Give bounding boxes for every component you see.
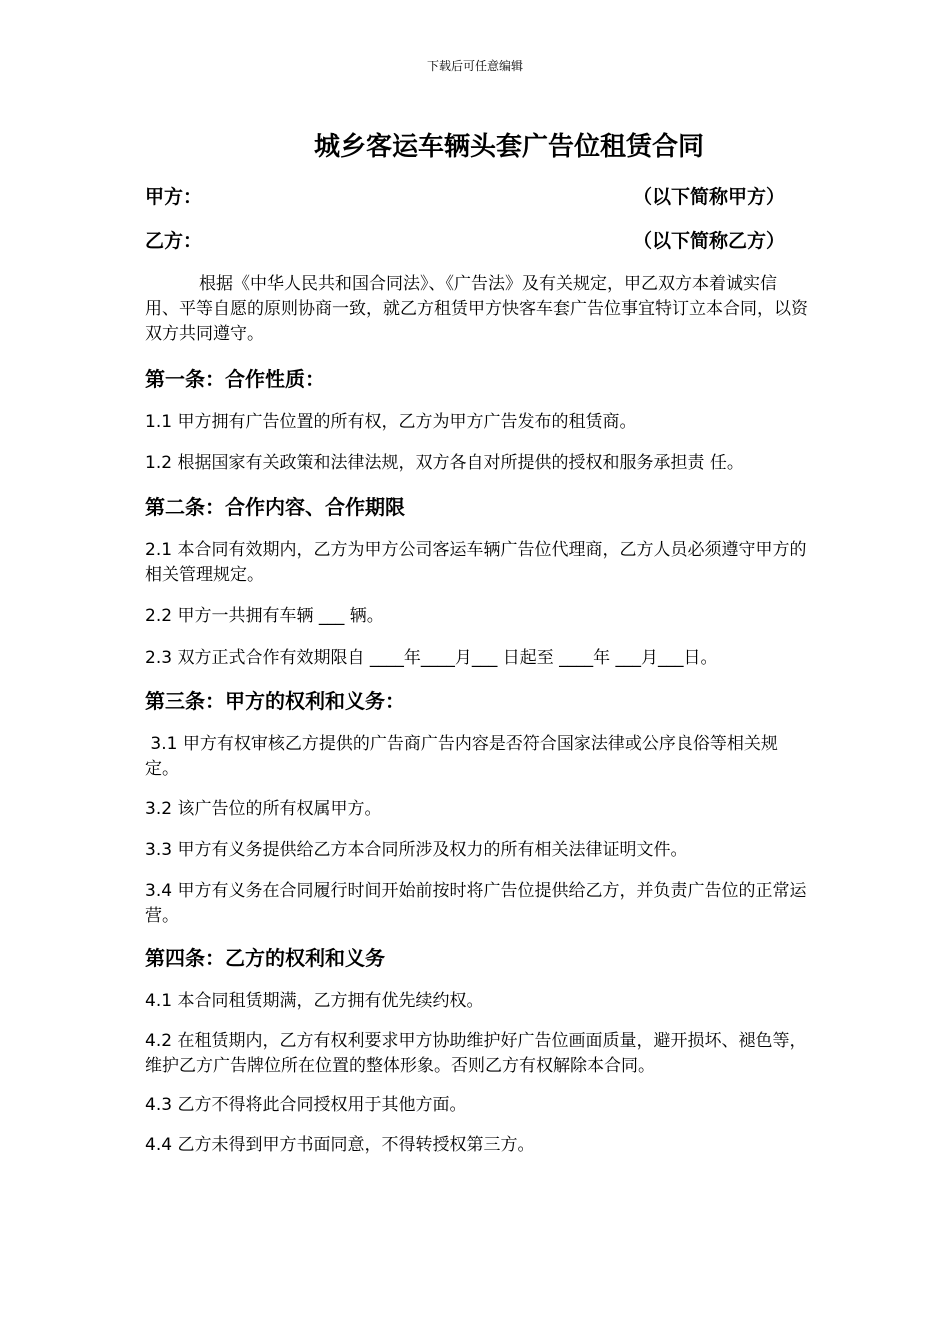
party-a-line bbox=[145, 184, 785, 210]
contract-title: 城乡客运车辆头套广告位租赁合同 bbox=[313, 132, 704, 162]
clause-4-1: 4.1 本合同租赁期满，乙方拥有优先续约权。 bbox=[145, 991, 484, 1011]
header-note: 下载后可任意编辑 bbox=[426, 59, 523, 73]
clause-3-1: 3.1 甲方有权审核乙方提供的广告商广告内容是否符合国家法律或公序良俗等相关规定。 bbox=[145, 734, 778, 779]
party-b-abbr: （以下简称乙方） bbox=[632, 230, 785, 252]
party-b-label: 乙方： bbox=[145, 230, 203, 252]
article-1-heading: 第一条：合作性质： bbox=[145, 367, 325, 391]
party-b-line bbox=[145, 228, 785, 254]
clause-3-4: 3.4 甲方有义务在合同履行时间开始前按时将广告位提供给乙方，并负责广告位的正常运营。 bbox=[145, 881, 807, 926]
article-4-heading: 第四条：乙方的权利和义务 bbox=[145, 946, 385, 970]
clause-4-3: 4.3 乙方不得将此合同授权用于其他方面。 bbox=[145, 1095, 467, 1115]
clause-2-3: 2.3 双方正式合作有效期限自 ____年____月___ 日起至 ____年 ___月___日。 bbox=[145, 648, 718, 668]
clause-2-1: 2.1 本合同有效期内，乙方为甲方公司客运车辆广告位代理商，乙方人员必须遵守甲方的相关管理规定。 bbox=[145, 540, 807, 585]
clause-2-2: 2.2 甲方一共拥有车辆 ___ 辆。 bbox=[145, 606, 384, 626]
party-a-label: 甲方： bbox=[145, 186, 203, 208]
clause-3-3: 3.3 甲方有义务提供给乙方本合同所涉及权力的所有相关法律证明文件。 bbox=[145, 840, 688, 860]
party-a-abbr: （以下简称甲方） bbox=[632, 186, 785, 208]
article-3-heading: 第三条：甲方的权利和义务： bbox=[145, 689, 405, 713]
clause-1-1: 1.1 甲方拥有广告位置的所有权，乙方为甲方广告发布的租赁商。 bbox=[145, 412, 637, 432]
clause-1-2: 1.2 根据国家有关政策和法律法规，双方各自对所提供的授权和服务承担责 任。 bbox=[145, 453, 744, 473]
clause-4-2: 4.2 在租赁期内，乙方有权利要求甲方协助维护好广告位画面质量，避开损坏、褪色等，维护乙方广告牌位所在位置的整体形象。否则乙方有权解除本合同。 bbox=[145, 1031, 807, 1076]
intro-paragraph: 根据《中华人民共和国合同法》、《广告法》及有关规定，甲乙双方本着诚实信用、平等自愿的原则协商一致，就乙方租赁甲方快客车套广告位事宜特订立本合同，以资双方共同遵守。 bbox=[145, 274, 808, 344]
clause-4-4: 4.4 乙方未得到甲方书面同意，不得转授权第三方。 bbox=[145, 1135, 535, 1155]
clause-3-2: 3.2 该广告位的所有权属甲方。 bbox=[145, 799, 382, 819]
article-2-heading: 第二条：合作内容、合作期限 bbox=[145, 495, 405, 519]
